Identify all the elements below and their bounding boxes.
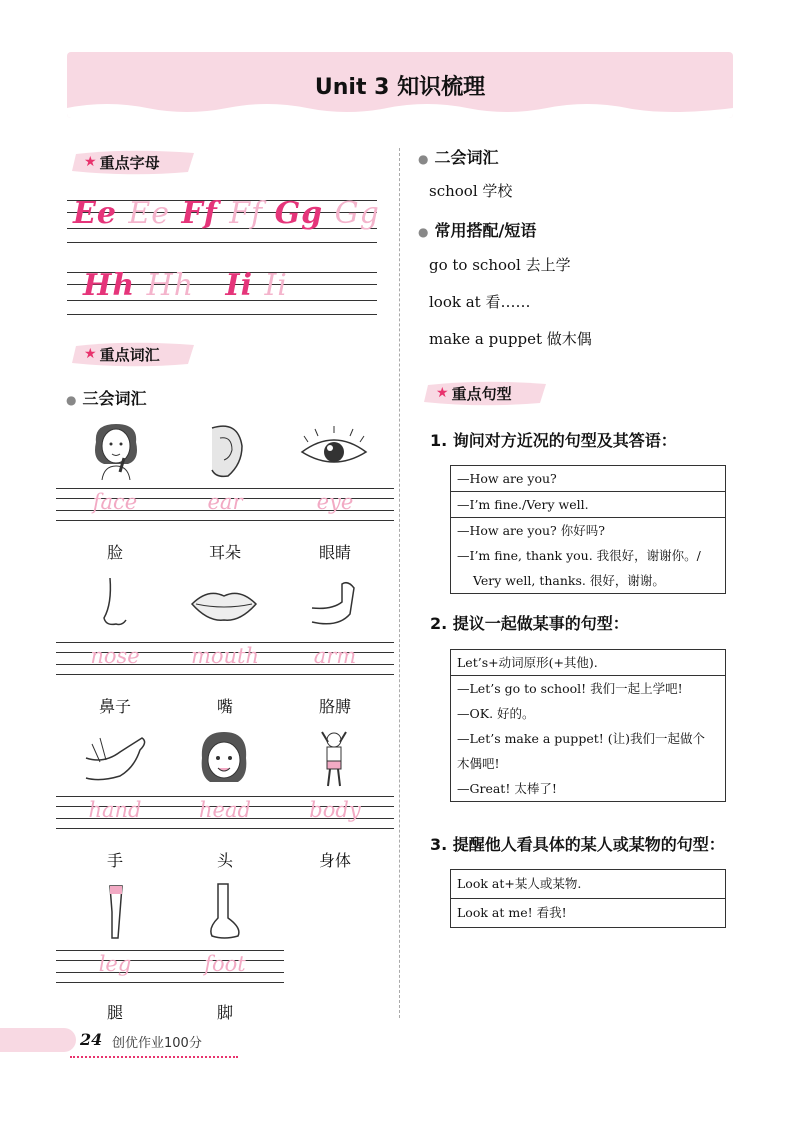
cn-eye: 眼睛 xyxy=(318,543,351,562)
cn-leg: 腿 xyxy=(106,1003,123,1022)
letter-ff-trace: Ff xyxy=(229,196,264,231)
star-icon: ★ xyxy=(436,385,449,401)
pattern-row: —How are you? 你好吗? —I’m fine, thank you. 我很好，谢谢你。/ Very well, thanks. 很好，谢谢。 xyxy=(457,523,701,588)
cn-mouth: 嘴 xyxy=(216,697,233,716)
cn-body: 身体 xyxy=(318,851,351,870)
word-line-foot: foot xyxy=(166,950,284,982)
letter-ee: Ee xyxy=(73,196,117,231)
pattern-title: 2. 提议一起做某事的句型： xyxy=(430,614,629,633)
word-line-face: face xyxy=(56,488,174,520)
pattern-box-3 xyxy=(450,869,726,928)
body-icon xyxy=(298,728,370,788)
section-tag-vocab xyxy=(70,340,200,368)
pattern-row: Look at+某人或某物. xyxy=(451,870,725,899)
pattern-row: —How are you? xyxy=(451,466,725,492)
pattern-row: Let’s+动词原形(+其他). xyxy=(451,650,725,676)
letter-lines-2 xyxy=(67,268,377,316)
head-icon xyxy=(188,728,260,788)
pattern-row: —I’m fine./Very well. xyxy=(451,492,725,518)
arm-icon xyxy=(298,574,370,634)
face-icon xyxy=(80,420,152,480)
section-title: 重点句型 xyxy=(451,384,512,403)
cn-face: 脸 xyxy=(106,543,123,562)
pattern-row: —Let’s go to school! 我们一起上学吧! —OK. 好的。 —Let’s make a puppet! (让)我们一起做个 木偶吧! —Great! 太棒了! xyxy=(457,681,705,796)
cn-ear: 耳朵 xyxy=(208,543,241,562)
word-line-body: body xyxy=(276,796,394,828)
page-title: Unit 3 知识梳理 xyxy=(314,75,486,100)
vocab-hand xyxy=(80,728,152,792)
pattern-title: 3. 提醒他人看具体的某人或某物的句型： xyxy=(430,835,725,854)
foot-icon xyxy=(188,882,260,942)
vocab-leg xyxy=(80,882,152,946)
star-icon: ★ xyxy=(84,154,97,170)
pattern-row: Look at me! 看我! xyxy=(457,905,567,920)
page-number-bar xyxy=(0,1028,76,1052)
nose-icon xyxy=(80,574,152,634)
vocab-body xyxy=(298,728,370,792)
letter-ee-trace: Ee xyxy=(128,196,171,231)
word-line-head: head xyxy=(166,796,284,828)
vocab-face xyxy=(80,420,152,484)
word-line-mouth: mouth xyxy=(166,642,284,674)
vocab-ear xyxy=(188,420,260,484)
cn-hand: 手 xyxy=(106,851,123,870)
vocab-arm xyxy=(298,574,370,638)
hand-icon xyxy=(80,728,152,788)
vocab-head xyxy=(188,728,260,792)
letter-ii: Ii xyxy=(225,268,253,303)
word-line-nose: nose xyxy=(56,642,174,674)
ear-icon xyxy=(188,420,260,480)
letter-ii-trace: Ii xyxy=(264,268,288,303)
letter-ff: Ff xyxy=(181,196,218,231)
vocab-mouth xyxy=(188,574,260,638)
mouth-icon xyxy=(188,574,260,634)
section-tag-letters xyxy=(70,148,200,176)
cn-nose: 鼻子 xyxy=(98,697,131,716)
letter-gg: Gg xyxy=(274,196,324,231)
leg-icon xyxy=(80,882,152,942)
section-tag-sentences xyxy=(422,379,552,407)
cn-foot: 脚 xyxy=(216,1003,233,1022)
phrases-heading: ● 常用搭配/短语 xyxy=(418,221,537,240)
column-divider xyxy=(399,148,400,1018)
eye-icon xyxy=(298,420,370,480)
word-line-hand: hand xyxy=(56,796,174,828)
pattern-box-2 xyxy=(450,649,726,802)
vocab-two-item: school 学校 xyxy=(429,182,513,200)
vocab-foot xyxy=(188,882,260,946)
word-line-arm: arm xyxy=(276,642,394,674)
vocab-three-heading: ● 三会词汇 xyxy=(66,389,147,408)
book-name: 创优作业100分 xyxy=(112,1036,202,1051)
letter-lines-1 xyxy=(67,196,380,244)
phrase-item: go to school 去上学 xyxy=(429,256,571,274)
word-line-ear: ear xyxy=(166,488,284,520)
footer-dotted-line xyxy=(70,1056,238,1058)
section-title: 重点字母 xyxy=(99,153,160,172)
vocab-eye xyxy=(298,420,370,484)
phrase-item: look at 看…… xyxy=(429,293,531,311)
page-number: 24 xyxy=(80,1030,103,1049)
cn-arm: 胳膊 xyxy=(318,697,351,716)
star-icon: ★ xyxy=(84,346,97,362)
pattern-title: 1. 询问对方近况的句型及其答语： xyxy=(430,431,677,450)
vocab-nose xyxy=(80,574,152,638)
pattern-box-1 xyxy=(450,465,726,594)
banner-wave xyxy=(67,98,733,118)
word-line-eye: eye xyxy=(276,488,394,520)
cn-head: 头 xyxy=(216,851,233,870)
phrase-item: make a puppet 做木偶 xyxy=(429,330,592,348)
letters-row-2 xyxy=(83,268,288,303)
vocab-two-heading: ● 二会词汇 xyxy=(418,148,499,167)
section-title: 重点词汇 xyxy=(99,345,160,364)
letter-hh: Hh xyxy=(83,268,136,303)
letter-hh-trace: Hh xyxy=(146,268,195,303)
word-line-leg: leg xyxy=(56,950,174,982)
letters-row-1 xyxy=(73,196,380,231)
letter-gg-trace: Gg xyxy=(334,196,380,231)
